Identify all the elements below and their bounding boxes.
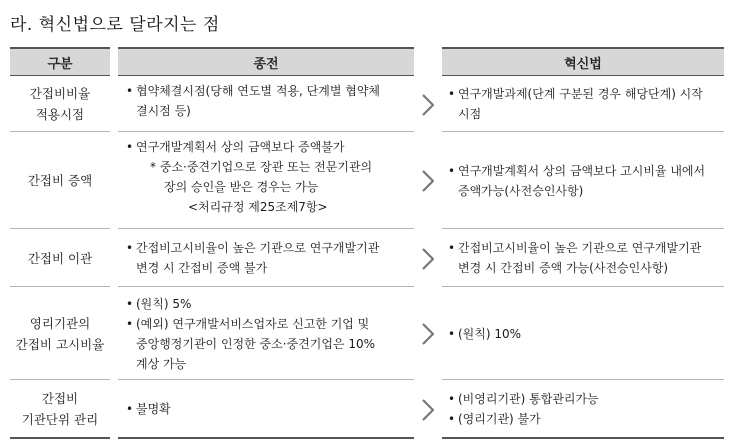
previous-text: • 협약체결시점(당해 연도별 적용, 단계별 협약체 [126,84,381,98]
chevron-right-icon [420,381,436,439]
previous-text: 중앙행정기관이 인정한 중소·중견기업은 10% [136,336,375,351]
previous-text: • (원칙) 5% [126,296,192,311]
previous-cell [118,288,414,380]
innovation-text: • 간접비고시비율이 높은 기관으로 연구개발기관 [448,241,702,255]
category-cell [10,133,110,229]
comparison-row [0,288,734,380]
header-previous: 종전 [118,47,414,76]
comparison-row [0,381,734,439]
innovation-cell [442,77,724,132]
previous-reference: <처리규정 제25조제7항> [188,200,328,214]
innovation-text: • 연구개발과제(단계 구분된 경우 해당단계) 시작 [448,87,703,101]
previous-text: 변경 시 간접비 증액 불가 [136,261,268,275]
innovation-text: • 연구개발계획서 상의 금액보다 고시비율 내에서 [448,163,706,178]
category-label: 간접비 이관 [27,250,93,266]
category-cell [10,230,110,287]
previous-cell [118,77,414,132]
innovation-text: 시점 [458,107,482,121]
section-title: 라. 혁신법으로 달라지는 점 [10,15,220,35]
category-label: 간접비비율 [29,86,91,101]
innovation-cell [442,230,724,287]
innovation-text: 증액가능(사전승인사항) [458,183,584,198]
innovation-text: 변경 시 간접비 증액 가능(사전승인사항) [458,261,669,275]
chevron-right-icon [420,230,436,287]
category-cell [10,288,110,380]
previous-text: • (예외) 연구개발서비스업자로 신고한 기업 및 [126,316,370,331]
header-category: 구분 [10,47,110,76]
chevron-right-icon [420,288,436,380]
previous-cell [118,381,414,439]
innovation-text: • (영리기관) 불가 [448,412,541,426]
previous-text: 계상 가능 [136,356,187,371]
category-label: 간접비 [41,391,79,406]
category-label: 영리기관의 [29,315,91,331]
previous-text: 결시점 등) [136,104,191,118]
comparison-row [0,230,734,287]
innovation-cell [442,288,724,380]
category-cell [10,77,110,132]
comparison-row [0,133,734,229]
previous-text: • 불명확 [126,402,171,416]
chevron-right-icon [420,133,436,229]
previous-cell [118,133,414,229]
category-label: 적용시점 [35,107,85,122]
category-label: 간접비 증액 [27,173,93,188]
chevron-right-icon [420,77,436,132]
category-cell [10,381,110,439]
comparison-row [0,77,734,132]
previous-cell [118,230,414,287]
category-label: 간접비 고시비율 [15,336,105,352]
innovation-cell [442,381,724,439]
innovation-text: • (원칙) 10% [448,326,522,341]
previous-text: • 연구개발계획서 상의 금액보다 증액불가 [126,140,345,154]
previous-note: * 중소·중견기업으로 장관 또는 전문기관의 [150,160,373,174]
innovation-cell [442,133,724,229]
header-innovation: 혁신법 [442,47,724,76]
previous-text: • 간접비고시비율이 높은 기관으로 연구개발기관 [126,241,380,255]
category-label: 기관단위 관리 [21,412,99,427]
previous-note: 장의 승인을 받은 경우는 가능 [164,180,319,194]
innovation-text: • (비영리기관) 통합관리가능 [448,392,599,406]
